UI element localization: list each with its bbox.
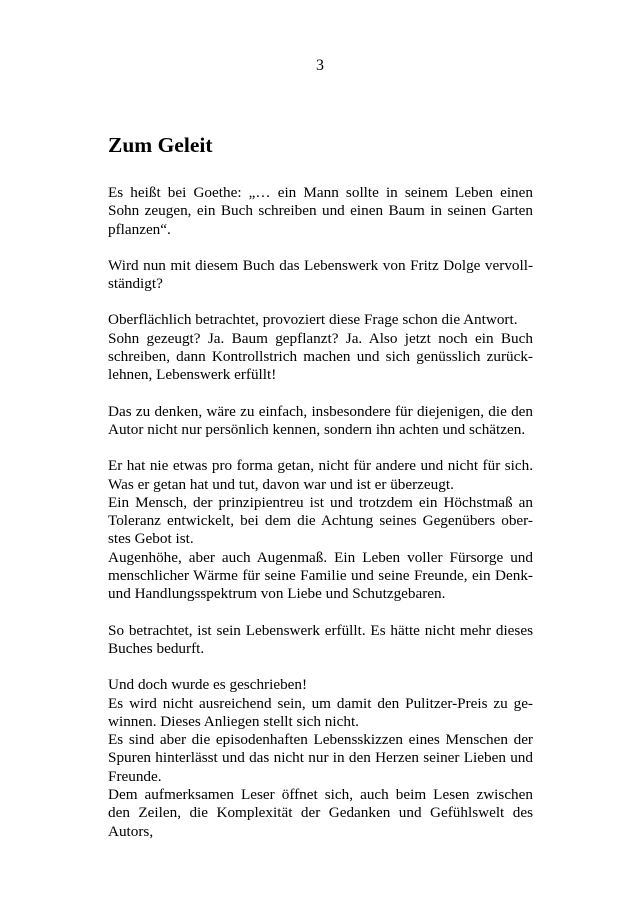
text-line: Freunde.	[108, 767, 162, 785]
paragraph	[108, 622, 533, 659]
text-line: Toleranz entwickelt, bei dem die Achtung seines Gegenübers ober-	[108, 512, 533, 530]
text-line: den Zeilen, die Komplexität der Gedanken und Gefühlswelt des	[108, 804, 533, 822]
page-number: 3	[316, 57, 324, 74]
paragraph	[108, 676, 533, 841]
text-line: Spuren hinterlässt und das nicht nur in den Herzen seiner Lieben und	[108, 749, 533, 767]
text-line: So betrachtet, ist sein Lebenswerk erfüllt. Es hätte nicht mehr dieses	[108, 621, 533, 639]
text-line: pflanzen“.	[108, 220, 171, 238]
text-line: Wird nun mit diesem Buch das Lebenswerk von Fritz Dolge vervoll-	[108, 256, 533, 274]
text-line: und Handlungsspektrum von Liebe und Schutzgebaren.	[108, 585, 446, 603]
text-line: schreiben, dann Kontrollstrich machen und sich genüsslich zurück-	[108, 348, 533, 366]
text-line: Es sind aber die episodenhaften Lebensskizzen eines Menschen der	[108, 731, 533, 749]
text-line: lehnen, Lebenswerk erfüllt!	[108, 366, 277, 384]
text-line: Es wird nicht ausreichend sein, um damit den Pulitzer-Preis zu ge-	[108, 694, 533, 712]
paragraph	[108, 457, 533, 603]
text-line: Augenhöhe, aber auch Augenmaß. Ein Leben voller Fürsorge und	[108, 548, 533, 566]
text-line: Sohn zeugen, ein Buch schreiben und einen Baum in seinen Garten	[108, 202, 533, 220]
page-content	[108, 130, 533, 859]
text-line: stes Gebot ist.	[108, 530, 194, 548]
text-line: Er hat nie etwas pro forma getan, nicht für andere und nicht für sich.	[108, 457, 533, 475]
text-line: Ein Mensch, der prinzipientreu ist und trotzdem ein Höchstmaß an	[108, 493, 533, 511]
text-line: Das zu denken, wäre zu einfach, insbesondere für diejenigen, die den	[108, 402, 533, 420]
paragraph	[108, 184, 533, 239]
text-line: winnen. Dieses Anliegen stellt sich nicht.	[108, 712, 359, 730]
text-line: Oberflächlich betrachtet, provoziert diese Frage schon die Antwort.	[108, 311, 518, 329]
paragraph	[108, 257, 533, 294]
text-line: Autors,	[108, 822, 154, 840]
text-line: Dem aufmerksamen Leser öffnet sich, auch beim Lesen zwischen	[108, 786, 533, 804]
paragraph	[108, 311, 533, 384]
text-line: Buches bedurft.	[108, 639, 205, 657]
text-line: Es heißt bei Goethe: „… ein Mann sollte in seinem Leben einen	[108, 184, 533, 201]
text-line: Und doch wurde es geschrieben!	[108, 676, 308, 694]
text-line: Autor nicht nur persönlich kennen, sondern ihn achten und schätzen.	[108, 420, 526, 438]
text-line: Sohn gezeugt? Ja. Baum gepflanzt? Ja. Also jetzt noch ein Buch	[108, 329, 533, 347]
text-line: menschlicher Wärme für seine Familie und seine Freunde, ein Denk-	[108, 567, 533, 585]
text-line: ständigt?	[108, 275, 163, 293]
body-text	[108, 184, 533, 841]
text-line: Was er getan hat und tut, davon war und ist er überzeugt.	[108, 475, 454, 493]
paragraph	[108, 403, 533, 440]
chapter-heading: Zum Geleit	[108, 133, 213, 157]
